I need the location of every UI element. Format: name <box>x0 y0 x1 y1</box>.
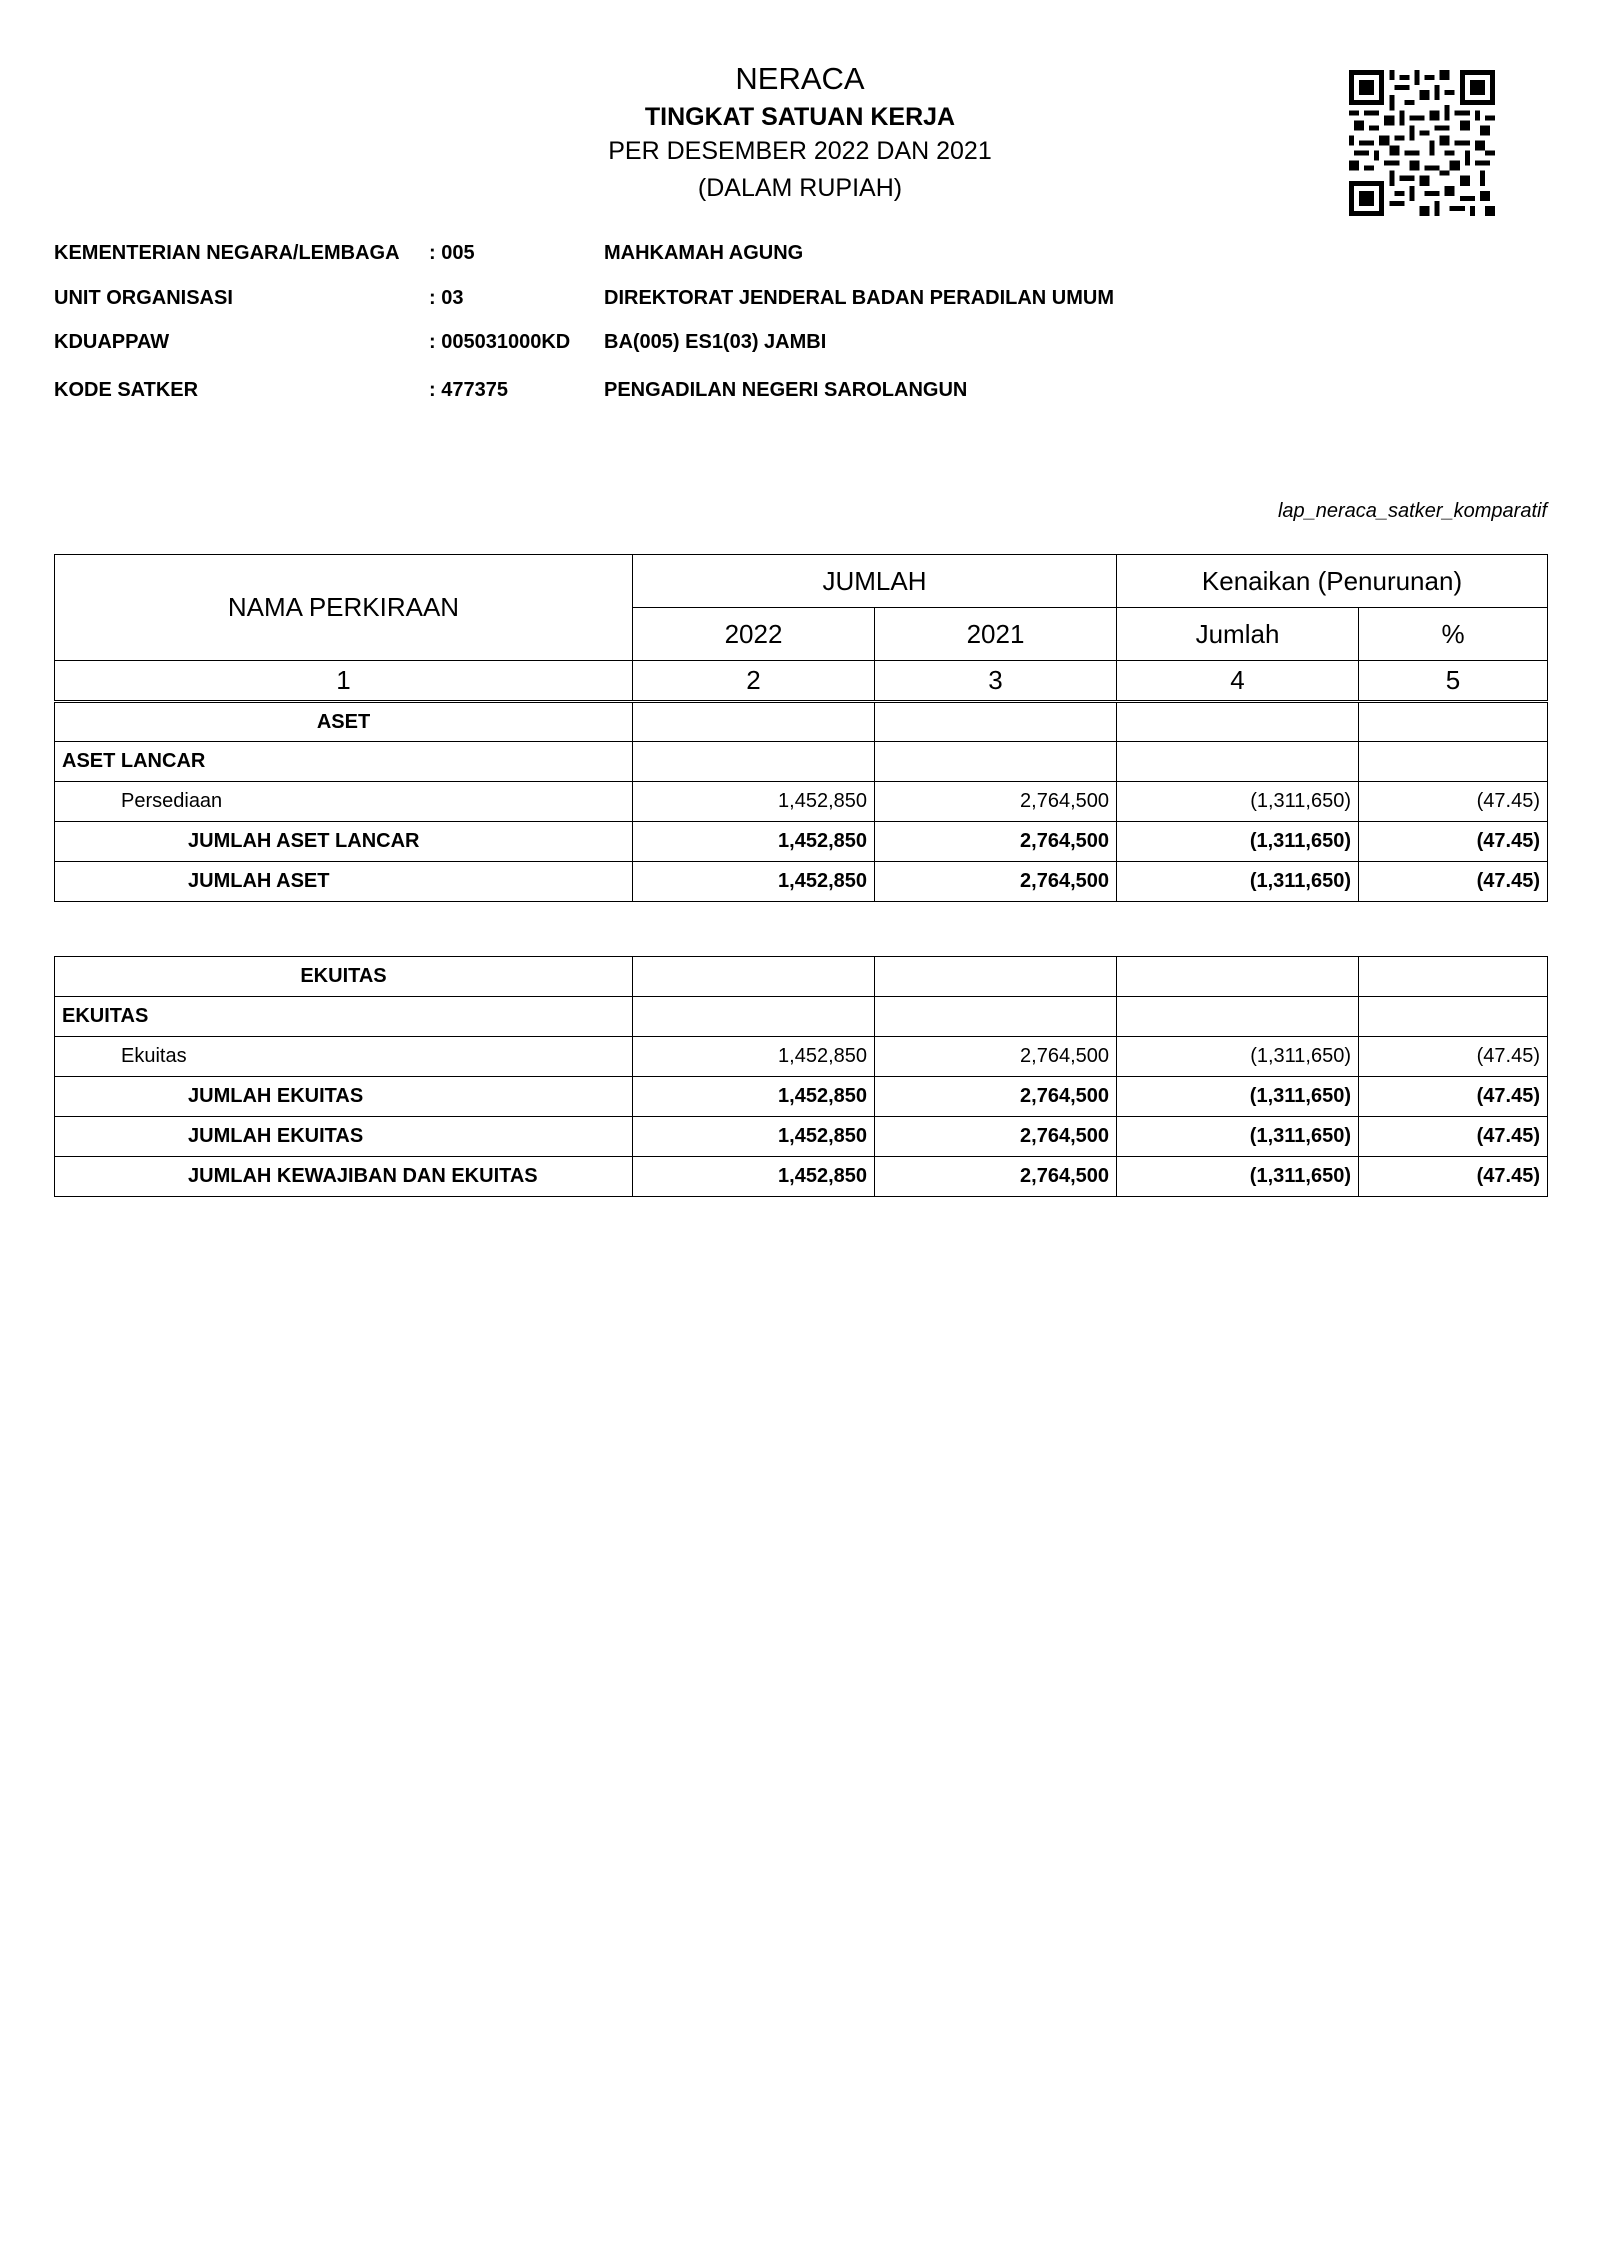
row-value-2022: 1,452,850 <box>633 822 875 862</box>
empty-cell <box>875 702 1117 742</box>
table-row <box>55 782 1548 822</box>
row-name: JUMLAH EKUITAS <box>55 1077 633 1117</box>
report-period: PER DESEMBER 2022 DAN 2021 <box>608 137 992 165</box>
row-pct: (47.45) <box>1359 1037 1548 1077</box>
aset-table <box>54 554 1548 902</box>
table-row <box>55 822 1548 862</box>
empty-cell <box>633 997 875 1037</box>
report-currency: (DALAM RUPIAH) <box>697 174 903 202</box>
row-value-2022: 1,452,850 <box>633 1157 875 1197</box>
header-nama-perkiraan: NAMA PERKIRAAN <box>55 555 633 661</box>
row-diff: (1,311,650) <box>1117 822 1359 862</box>
row-pct: (47.45) <box>1359 1077 1548 1117</box>
row-pct: (47.45) <box>1359 822 1548 862</box>
qr-code-icon <box>1349 70 1495 216</box>
row-name: JUMLAH EKUITAS <box>55 1117 633 1157</box>
empty-cell <box>633 702 875 742</box>
row-diff: (1,311,650) <box>1117 782 1359 822</box>
empty-cell <box>1359 742 1548 782</box>
col-number-3: 3 <box>875 661 1117 702</box>
table-row <box>55 862 1548 902</box>
row-name: Ekuitas <box>55 1037 633 1077</box>
header-year-2021: 2021 <box>875 608 1117 661</box>
info-label: UNIT ORGANISASI <box>54 287 233 309</box>
empty-cell <box>633 957 875 997</box>
header-jumlah: JUMLAH <box>633 555 1117 608</box>
group-heading-ekuitas: EKUITAS <box>55 997 633 1037</box>
ekuitas-table <box>54 956 1548 1197</box>
row-name: Persediaan <box>55 782 633 822</box>
empty-cell <box>633 742 875 782</box>
col-number-2: 2 <box>633 661 875 702</box>
row-pct: (47.45) <box>1359 1157 1548 1197</box>
row-pct: (47.45) <box>1359 782 1548 822</box>
row-diff: (1,311,650) <box>1117 1077 1359 1117</box>
col-number-1: 1 <box>55 661 633 702</box>
info-code: : 03 <box>429 287 464 309</box>
row-value-2021: 2,764,500 <box>875 862 1117 902</box>
empty-cell <box>1117 957 1359 997</box>
row-value-2021: 2,764,500 <box>875 782 1117 822</box>
row-diff: (1,311,650) <box>1117 1117 1359 1157</box>
info-desc: BA(005) ES1(03) JAMBI <box>604 331 827 353</box>
empty-cell <box>1359 957 1548 997</box>
empty-cell <box>875 997 1117 1037</box>
table-row <box>55 1117 1548 1157</box>
table-row <box>55 1037 1548 1077</box>
empty-cell <box>875 957 1117 997</box>
row-name: JUMLAH KEWAJIBAN DAN EKUITAS <box>55 1157 633 1197</box>
info-label: KODE SATKER <box>54 379 199 401</box>
report-title: NERACA <box>735 61 865 96</box>
header-kenaikan: Kenaikan (Penurunan) <box>1117 555 1548 608</box>
empty-cell <box>875 742 1117 782</box>
report-subtitle: TINGKAT SATUAN KERJA <box>644 103 956 131</box>
row-value-2022: 1,452,850 <box>633 1037 875 1077</box>
row-diff: (1,311,650) <box>1117 1037 1359 1077</box>
empty-cell <box>1359 702 1548 742</box>
row-pct: (47.45) <box>1359 862 1548 902</box>
info-code: : 005031000KD <box>429 331 571 353</box>
table-row <box>55 1157 1548 1197</box>
header-year-2022: 2022 <box>633 608 875 661</box>
row-diff: (1,311,650) <box>1117 862 1359 902</box>
row-value-2022: 1,452,850 <box>633 782 875 822</box>
table-row <box>55 1077 1548 1117</box>
empty-cell <box>1359 997 1548 1037</box>
report-reference: lap_neraca_satker_komparatif <box>1277 500 1547 522</box>
info-code: : 005 <box>429 242 475 264</box>
row-name: JUMLAH ASET <box>55 862 633 902</box>
info-code: : 477375 <box>429 379 508 401</box>
col-number-5: 5 <box>1359 661 1548 702</box>
header-percent: % <box>1359 608 1548 661</box>
empty-cell <box>1117 702 1359 742</box>
row-value-2022: 1,452,850 <box>633 1077 875 1117</box>
row-value-2021: 2,764,500 <box>875 1157 1117 1197</box>
row-value-2022: 1,452,850 <box>633 862 875 902</box>
info-desc: PENGADILAN NEGERI SAROLANGUN <box>604 379 968 401</box>
row-value-2021: 2,764,500 <box>875 1117 1117 1157</box>
section-heading-ekuitas: EKUITAS <box>55 957 633 997</box>
row-value-2021: 2,764,500 <box>875 822 1117 862</box>
info-label: KDUAPPAW <box>54 331 170 353</box>
col-number-4: 4 <box>1117 661 1359 702</box>
section-heading-aset: ASET <box>55 702 633 742</box>
row-value-2021: 2,764,500 <box>875 1037 1117 1077</box>
row-value-2022: 1,452,850 <box>633 1117 875 1157</box>
empty-cell <box>1117 742 1359 782</box>
row-name: JUMLAH ASET LANCAR <box>55 822 633 862</box>
header-jumlah-sub: Jumlah <box>1117 608 1359 661</box>
empty-cell <box>1117 997 1359 1037</box>
info-desc: DIREKTORAT JENDERAL BADAN PERADILAN UMUM <box>604 287 1115 309</box>
row-pct: (47.45) <box>1359 1117 1548 1157</box>
group-heading-aset-lancar: ASET LANCAR <box>55 742 633 782</box>
info-desc: MAHKAMAH AGUNG <box>604 242 804 264</box>
row-diff: (1,311,650) <box>1117 1157 1359 1197</box>
row-value-2021: 2,764,500 <box>875 1077 1117 1117</box>
info-label: KEMENTERIAN NEGARA/LEMBAGA <box>54 242 400 264</box>
